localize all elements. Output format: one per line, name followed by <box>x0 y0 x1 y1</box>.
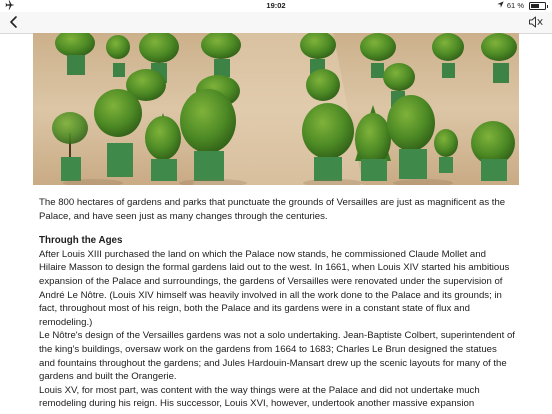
section-heading: Through the Ages <box>39 235 123 247</box>
article-body <box>39 196 515 411</box>
back-button[interactable] <box>6 14 22 30</box>
battery-icon <box>529 2 546 10</box>
article-paragraph: Le Nôtre's design of the Versailles gardens was not a solo undertaking. Jean-Baptiste Colbert, superintendent of the king's buildings, oversaw work on the gardens from 1664 to 1683; Charles Le Brun designed the statues and fountains throughout the gardens; and Jules Hardouin-Mansart drew up the scenic layouts for many of the gardens and built the Orangerie. <box>39 330 515 383</box>
article-intro: The 800 hectares of gardens and parks that punctuate the grounds of Versailles are just as magnificent as the Palace, and have seen just as many changes through the centuries. <box>39 197 506 222</box>
chevron-left-icon <box>6 14 22 30</box>
battery-percent: 61 % <box>506 1 524 10</box>
location-arrow-icon <box>497 0 504 12</box>
hero-image <box>33 33 519 185</box>
status-time: 19:02 <box>266 1 286 10</box>
orange-trees-garden-photo <box>33 33 519 185</box>
article-paragraph: Louis XV, for most part, was content with the way things were at the Palace and did not undertake much remodeling during his reign. His successor, Louis XVI, however, undertook another massive expansion <box>39 384 480 410</box>
article-paragraph: After Louis XIII purchased the land on which the Palace now stands, he commissioned Claude Mollet and Hilaire Masson to design the formal gardens laid out to the west. In 1661, when Louis XIV started his ambitious expansion of the Palace and surroundings, the gardens of Versailles were renovated under the supervision of André Le Nôtre. (Louis XIV himself was heavily involved in all the work done to the Palace and its grounds; in fact, throughout most of his reign, both the Palace and its gardens were in a constant state of flux and remodeling.) <box>39 248 510 328</box>
speaker-muted-icon <box>528 15 544 29</box>
status-bar <box>0 0 552 12</box>
sound-toggle-button[interactable] <box>528 15 544 29</box>
nav-bar <box>0 12 552 34</box>
